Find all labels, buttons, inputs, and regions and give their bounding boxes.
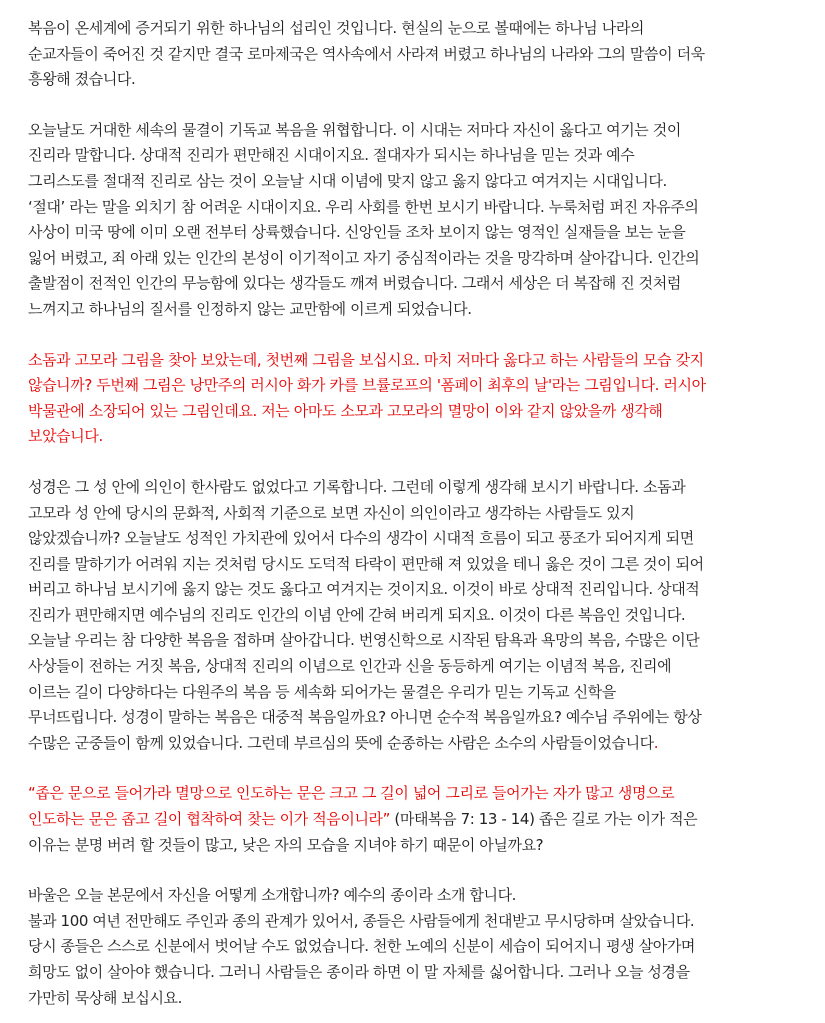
- text-line: 잃어 버렸고, 죄 아래 있는 인간의 본성이 이기적이고 자기 중심적이라는 것을 망각하며 살아갑니다. 인간의: [28, 248, 700, 267]
- paragraph-relative-truth: [28, 475, 805, 757]
- paragraph-gospel-providence: [28, 16, 805, 93]
- text-line: [28, 731, 805, 757]
- text-line: 무너뜨립니다. 성경이 말하는 복음은 대중적 복음일까요? 아니면 순수적 복음일까요? 예수님 주위에는 항상: [28, 708, 702, 727]
- text-line: 이유는 분명 버려 할 것들이 많고, 낮은 자의 모습을 지녀야 하기 때문이 아닐까요?: [28, 835, 544, 854]
- text-line: 고모라 성 안에 당시의 문화적, 사회적 기준으로 보면 자신이 의인이라고 생각하는 사람들도 있지: [28, 503, 635, 522]
- text-line: 소돔과 고모라 그림을 찾아 보았는데, 첫번째 그림을 보십시요. 마치 저마다 옳다고 하는 사람들의 모습 갖지: [28, 350, 704, 369]
- text-line: 않습니까? 두번째 그림은 낭만주의 러시아 화가 카를 브률로프의 '폼페이 최후의 날'라는 그림입니다. 러시아: [28, 376, 706, 395]
- text-line: 사상이 미국 땅에 이미 오랜 전부터 상륙했습니다. 신앙인들 조차 보이지 않는 영적인 실재들을 보는 눈을: [28, 223, 686, 242]
- paragraph-secular-threat: [28, 118, 805, 323]
- paragraph-spacer: [28, 756, 805, 781]
- text-line: 진리가 편만해지면 예수님의 진리도 인간의 이념 안에 갇혀 버리게 되지요. 이것이 다른 복음인 것입니다.: [28, 605, 686, 624]
- text-line: 복음이 온세계에 증거되기 위한 하나님의 섭리인 것입니다. 현실의 눈으로 볼때에는 하나님 나라의: [28, 19, 645, 37]
- text-line: 순교자들이 죽어진 것 같지만 결국 로마제국은 역사속에서 사라져 버렸고 하나님의 나라와 그의 말씀이 더욱: [28, 44, 705, 63]
- text-line: [28, 807, 805, 833]
- text-segment: 수많은 군중들이 함께 있었습니다. 그런데 부르심의 뜻에 순종하는 사람은 소수의 사람들이었습니다: [28, 733, 654, 752]
- text-line: ‘절대’ 라는 말을 외치기 참 어려운 시대이지요. 우리 사회를 한번 보시기 바랍니다. 누룩처럼 퍼진 자유주의: [28, 197, 699, 216]
- scripture-reference: (마태복음 7: 13 - 14) 좁은 길로 가는 이가 적은: [390, 810, 698, 829]
- paragraph-spacer: [28, 323, 805, 348]
- paragraph-sodom-paintings: [28, 348, 805, 450]
- text-line: 않았겠습니까? 오늘날도 성적인 가치관에 있어서 다수의 생각이 시대적 흐름이 되고 풍조가 되어지게 되면: [28, 529, 694, 548]
- text-line: 느껴지고 하나님의 질서를 인정하지 않는 교만함에 이르게 되었습니다.: [28, 299, 472, 318]
- text-line: 오늘날 우리는 참 다양한 복음을 접하며 살아갑니다. 번영신학으로 시작된 탐욕과 욕망의 복음, 수많은 이단: [28, 631, 700, 650]
- text-line: 그리스도를 절대적 진리로 삼는 것이 오늘날 시대 이념에 맞지 않고 옳지 않다고 여겨지는 시대입니다.: [28, 171, 667, 190]
- text-line: 버리고 하나님 보시기에 옳지 않는 것도 옳다고 여겨지는 것이지요. 이것이 바로 상대적 진리입니다. 상대적: [28, 580, 700, 599]
- paragraph-paul-servant: [28, 883, 805, 1011]
- red-period: .: [653, 733, 659, 752]
- paragraph-spacer: [28, 858, 805, 883]
- text-line: 오늘날도 거대한 세속의 물결이 기독교 복음을 위협합니다. 이 시대는 저마다 자신이 옳다고 여기는 것이: [28, 120, 681, 139]
- paragraph-spacer: [28, 450, 805, 475]
- text-line: 불과 100 여년 전만해도 주인과 종의 관계가 있어서, 종들은 사람들에게 천대받고 무시당하며 살았습니다.: [28, 911, 695, 930]
- text-line: 당시 종들은 스스로 신분에서 벗어날 수도 없었습니다. 천한 노예의 신분이 세습이 되어지니 평생 살아가며: [28, 937, 696, 956]
- text-line: 출발점이 전적인 인간의 무능함에 있다는 생각들도 깨져 버렸습니다. 그래서 세상은 더 복잡해 진 것처럼: [28, 274, 681, 293]
- text-line: 박물관에 소장되어 있는 그림인데요. 저는 아마도 소모과 고모라의 멸망이 이와 같지 않았을까 생각해: [28, 401, 663, 420]
- text-line: 이르는 길이 다양하다는 다원주의 복음 등 세속화 되어가는 물결은 우리가 믿는 기독교 신학을: [28, 682, 616, 701]
- paragraph-narrow-gate: [28, 781, 805, 858]
- scripture-quote-end: 인도하는 문은 좁고 길이 협착하여 찾는 이가 적음이니라”: [28, 810, 391, 829]
- text-line: 사상들이 전하는 거짓 복음, 상대적 진리의 이념으로 인간과 신을 동등하게 여기는 이념적 복음, 진리에: [28, 657, 672, 676]
- text-line: 진리를 말하기가 어려워 지는 것처럼 당시도 도덕적 타락이 편만해 져 있었을 테니 옳은 것이 그른 것이 되어: [28, 554, 704, 573]
- text-line: 희망도 없이 살아야 했습니다. 그러니 사람들은 종이라 하면 이 말 자체를 싫어합니다. 그러나 오늘 성경을: [28, 963, 690, 981]
- text-line: 진리라 말합니다. 상대적 진리가 편만해진 시대이지요. 절대자가 되시는 하나님을 믿는 것과 예수: [28, 146, 635, 165]
- scripture-quote-line: “좁은 문으로 들어가라 멸망으로 인도하는 문은 크고 그 길이 넓어 그리로 들어가는 자가 많고 생명으로: [28, 784, 675, 803]
- text-line: 바울은 오늘 본문에서 자신을 어떻게 소개합니까? 예수의 종이라 소개 합니다.: [28, 886, 517, 905]
- paragraph-spacer: [28, 93, 805, 118]
- text-line: 성경은 그 성 안에 의인이 한사람도 없었다고 기록합니다. 그런데 이렇게 생각해 보시기 바랍니다. 소돔과: [28, 477, 686, 496]
- text-line: 가만히 묵상해 보십시요.: [28, 988, 183, 1007]
- text-line: 보았습니다.: [28, 427, 103, 446]
- text-line: 흥왕해 졌습니다.: [28, 70, 136, 89]
